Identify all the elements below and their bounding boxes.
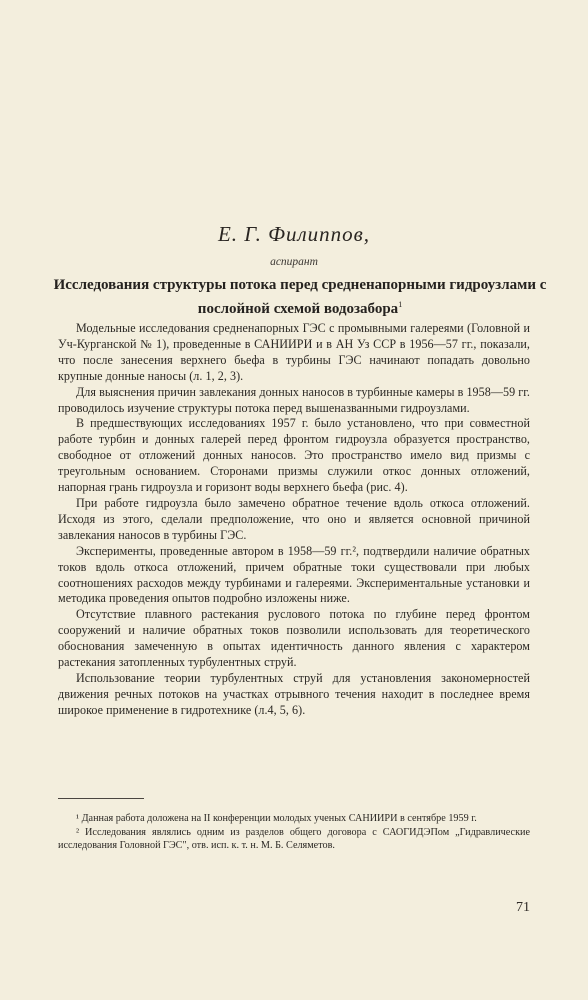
paragraph-5: Эксперименты, проведенные автором в 1958—59 гг.², подтвердили наличие обратных токов вдоль откоса отложений, причем обратные токи существовали при любых соотношениях расходов между турбинами и галереями. Экспериментальные установки и методика проведения опытов подробно изложены ниже. [58,543,530,606]
author-name: Е. Г. Филиппов, [217,222,371,246]
paragraph-3: В предшествующих исследованиях 1957 г. было установлено, что при совместной работе турбин и донных галерей перед фронтом гидроузла образуется пространство, свободное от отложений донных наносов. Это пространство имело вид призмы с треугольным основанием. Сторонами призмы служили откос донных отложений, напорная грань гидроузла и горизонт воды верхнего бьефа (рис. 4). [58,416,530,495]
paragraph-2: Для выяснения причин завлекания донных наносов в турбинные камеры в 1958—59 гг. проводилось изучение структуры потока перед вышеназванными гидроузлами. [58,384,530,415]
title-footnote-marker: 1 [398,300,403,309]
footnote-divider [58,798,144,799]
paragraph-4: При работе гидроузла было замечено обратное течение вдоль откоса отложений. Исходя из этого, сделали предположение, что оно и является основной причиной завлекания наносов в турбины ГЭС. [58,495,530,542]
article-title-text: Исследования структуры потока перед средненапорными гидроузлами с послойной схемой водозабора [53,277,547,317]
footnotes [58,812,530,853]
paragraph-6: Отсутствие плавного растекания руслового потока по глубине перед фронтом сооружений и наличие обратных токов позволили использовать для теоретического обоснования замеченную в опытах идентичность данного явления с характером растекания затопленных турбулентных струй. [58,607,530,670]
article-title [50,275,550,319]
author-role: аспирант [270,256,318,268]
footnote-2: ² Исследования являлись одним из разделов общего договора с САОГИДЭПом „Гидравлические исследования Головной ГЭС", отв. исп. к. т. н. М. Б. Селяметов. [58,826,530,851]
footnote-1: ¹ Данная работа доложена на II конференции молодых ученых САНИИРИ в сентябре 1959 г. [76,813,477,824]
paragraph-1: Модельные исследования средненапорных ГЭС с промывными галереями (Головной и Уч-Курганской № 1), проведенные в САНИИРИ и в АН Уз ССР в 1956—57 гг., показали, что после занесения верхнего бьефа в турбины ГЭС начинают попадать довольно крупные донные наносы (л. 1, 2, 3). [58,321,530,383]
article-body [58,321,530,719]
page-number: 71 [516,900,530,915]
paragraph-7: Использование теории турбулентных струй для установления закономерностей движения речных потоков на участках отрывного течения находит в последнее время широкое применение в гидротехнике (л.4, 5, 6). [58,670,530,717]
